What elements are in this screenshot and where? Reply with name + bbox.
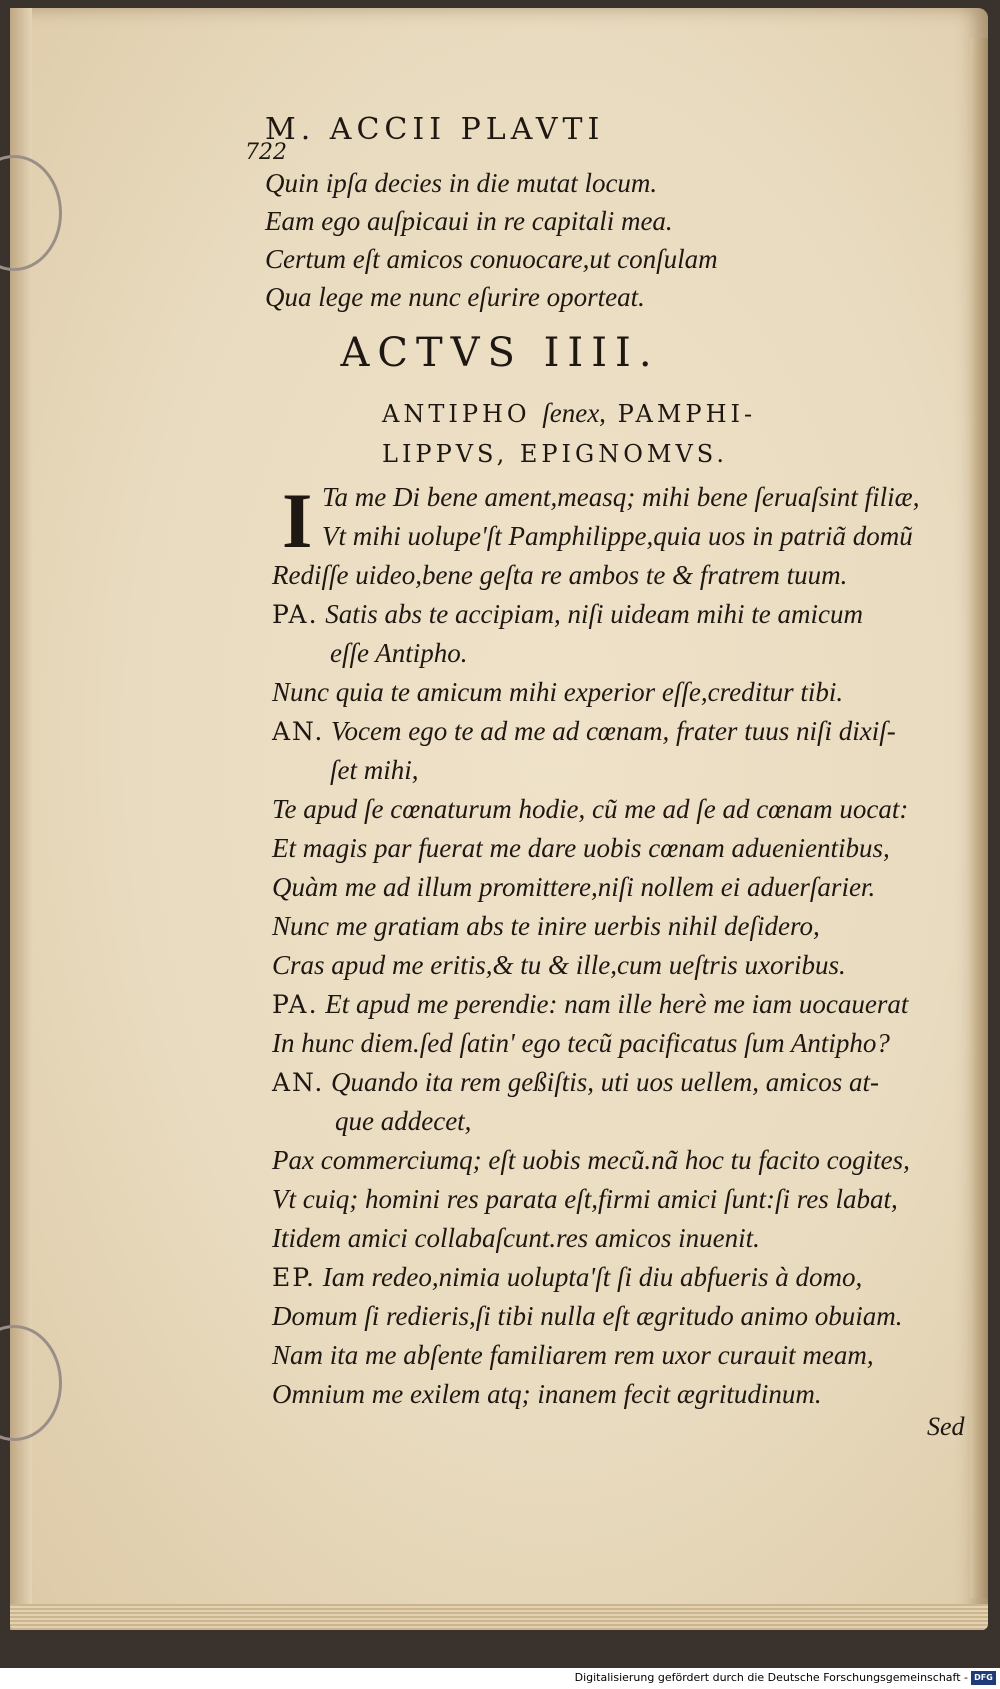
- text-line: Vt mihi uolupe'ſt Pamphilippe,quia uos in patriã domũ: [322, 521, 913, 551]
- text-line: Itidem amici collabaſcunt.res amicos inuenit.: [272, 1223, 760, 1253]
- text-line: Et magis par fuerat me dare uobis cœnam aduenientibus,: [272, 833, 890, 863]
- cast-name-pamphi: PAMPHI-: [617, 400, 757, 428]
- text-line: Te apud ſe cœnaturum hodie, cũ me ad ſe ad cœnam uocat:: [272, 794, 909, 824]
- text-line: Eam ego auſpicaui in re capitali mea.: [265, 206, 673, 236]
- speaker-label: AN.: [272, 717, 325, 746]
- text-line: Pax commerciumq; eſt uobis mecũ.nã hoc tu facito cogites,: [272, 1145, 910, 1175]
- text-line: Quàm me ad illum promittere,niſi nollem ei aduerſarier.: [272, 872, 876, 902]
- text-line: Omnium me exilem atq; inanem fecit ægritudinum.: [272, 1379, 822, 1409]
- dfg-logo: DFG: [971, 1671, 996, 1685]
- drop-capital: I: [282, 477, 313, 564]
- text-line: ſet mihi,: [330, 755, 419, 785]
- text-line: Quin ipſa decies in die mutat locum.: [265, 168, 658, 198]
- speaker-label: PA.: [272, 990, 319, 1019]
- cast-role-senex: ſenex,: [542, 398, 606, 428]
- speaker-label: EP.: [272, 1263, 316, 1292]
- act-heading: ACTVS IIII.: [340, 330, 660, 376]
- text-line: PA. Satis abs te accipiam, niſi uideam mihi te amicum: [272, 599, 863, 629]
- text-line: PA. Et apud me perendie: nam ille herè me iam uocauerat: [272, 989, 909, 1019]
- text-line: Qua lege me nunc eſurire oporteat.: [265, 282, 645, 312]
- text-line: Domum ſi redieris,ſi tibi nulla eſt ægritudo animo obuiam.: [272, 1301, 903, 1331]
- text-line: AN. Quando ita rem geßiſtis, uti uos uellem, amicos at-: [272, 1067, 879, 1097]
- text-line: Rediſſe uideo,bene geſta re ambos te & fratrem tuum.: [272, 560, 848, 590]
- speaker-label: PA.: [272, 600, 319, 629]
- speaker-label: AN.: [272, 1068, 325, 1097]
- text-line: Cras apud me eritis,& tu & ille,cum ueſtris uxoribus.: [272, 950, 846, 980]
- catchword: Sed: [927, 1412, 965, 1441]
- text-line: EP. Iam redeo,nimia uolupta'ſt ſi diu abfueris à domo,: [272, 1262, 863, 1292]
- cast-name-antipho: ANTIPHO: [382, 400, 531, 428]
- digitization-footer: [0, 1668, 1000, 1689]
- text-line: In hunc diem.ſed ſatin' ego tecũ pacificatus ſum Antipho?: [272, 1028, 890, 1058]
- cast-list-line-1: [382, 398, 756, 429]
- running-head: M. ACCII PLAVTI: [265, 112, 605, 147]
- cast-list-line-2: LIPPVS, EPIGNOMVS.: [382, 440, 729, 468]
- footer-credit: Digitalisierung gefördert durch die Deutsche Forschungsgemeinschaft -: [574, 1671, 968, 1684]
- folio-number: 722: [245, 140, 287, 165]
- text-line: Nam ita me abſente familiarem rem uxor curauit meam,: [272, 1340, 874, 1370]
- text-line: Nunc me gratiam abs te inire uerbis nihil deſidero,: [272, 911, 820, 941]
- text-line: Vt cuiq; homini res parata eſt,firmi amici ſunt:ſi res labat,: [272, 1184, 898, 1214]
- text-line: AN. Vocem ego te ad me ad cœnam, frater tuus niſi dixiſ-: [272, 716, 896, 746]
- text-line: Nunc quia te amicum mihi experior eſſe,creditur tibi.: [272, 677, 844, 707]
- text-line: Ta me Di bene ament,measq; mihi bene ſeruaſsint filiæ,: [322, 482, 920, 512]
- text-line: Certum eſt amicos conuocare,ut conſulam: [265, 244, 718, 274]
- text-line: eſſe Antipho.: [330, 638, 468, 668]
- text-line: que addecet,: [335, 1106, 472, 1136]
